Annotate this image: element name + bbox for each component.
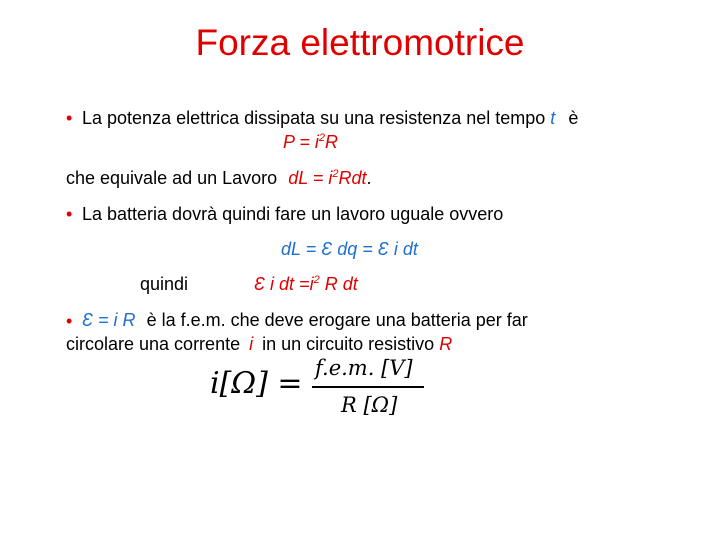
quindi-label: quindi [140,274,189,294]
bullet-3: • [66,311,73,331]
emf-definition-text: è la f.e.m. che deve erogare una batteria per far [146,310,528,330]
equation-numerator: f.e.m. [V] [315,356,413,380]
power-formula-prefix: P = i [283,132,319,152]
quindi-formula-exp: 2 [313,274,320,286]
equation-lhs-text: i[Ω] = [210,366,303,401]
work-formula-exp: 2 [332,168,339,180]
equation-denominator: R [Ω] [341,393,398,417]
emf-definition-line [82,309,528,331]
quindi-formula [254,273,358,295]
current-variable: i [249,334,254,354]
bullet-1: • [66,108,73,128]
work-equivalence-text: che equivale ad un Lavoro [66,168,278,188]
slide-title: Forza elettromotrice [195,22,525,63]
work-formula-suffix: Rdt [338,168,367,188]
work-equivalence-line [66,167,372,189]
power-intro-text [82,107,578,129]
emf-work-formula: dL = Ɛ dq = Ɛ i dt [281,239,418,259]
fraction-bar [312,386,424,388]
power-formula-suffix: R [324,132,338,152]
battery-work-text: La batteria dovrà quindi fare un lavoro uguale ovvero [82,204,504,224]
quindi-formula-prefix: Ɛ i dt =i [254,274,314,294]
current-circuit-line [66,333,452,355]
resistance-variable: R [439,334,453,354]
bullet-2: • [66,204,73,224]
resistive-circuit-text: in un circuito resistivo [262,334,435,354]
work-formula-prefix: dL = i [288,168,333,188]
quindi-formula-suffix: R dt [319,274,358,294]
verb-e: è [568,108,579,128]
power-formula-exp: 2 [318,132,325,144]
current-circuit-text: circolare una corrente [66,334,241,354]
power-intro-label: La potenza elettrica dissipata su una resistenza nel tempo [82,108,546,128]
equation-lhs [210,366,303,401]
emf-formula: Ɛ = i R [82,310,136,330]
time-variable: t [550,108,556,128]
work-formula-red [288,168,366,188]
work-formula-period: . [366,168,372,188]
power-formula [283,131,338,153]
